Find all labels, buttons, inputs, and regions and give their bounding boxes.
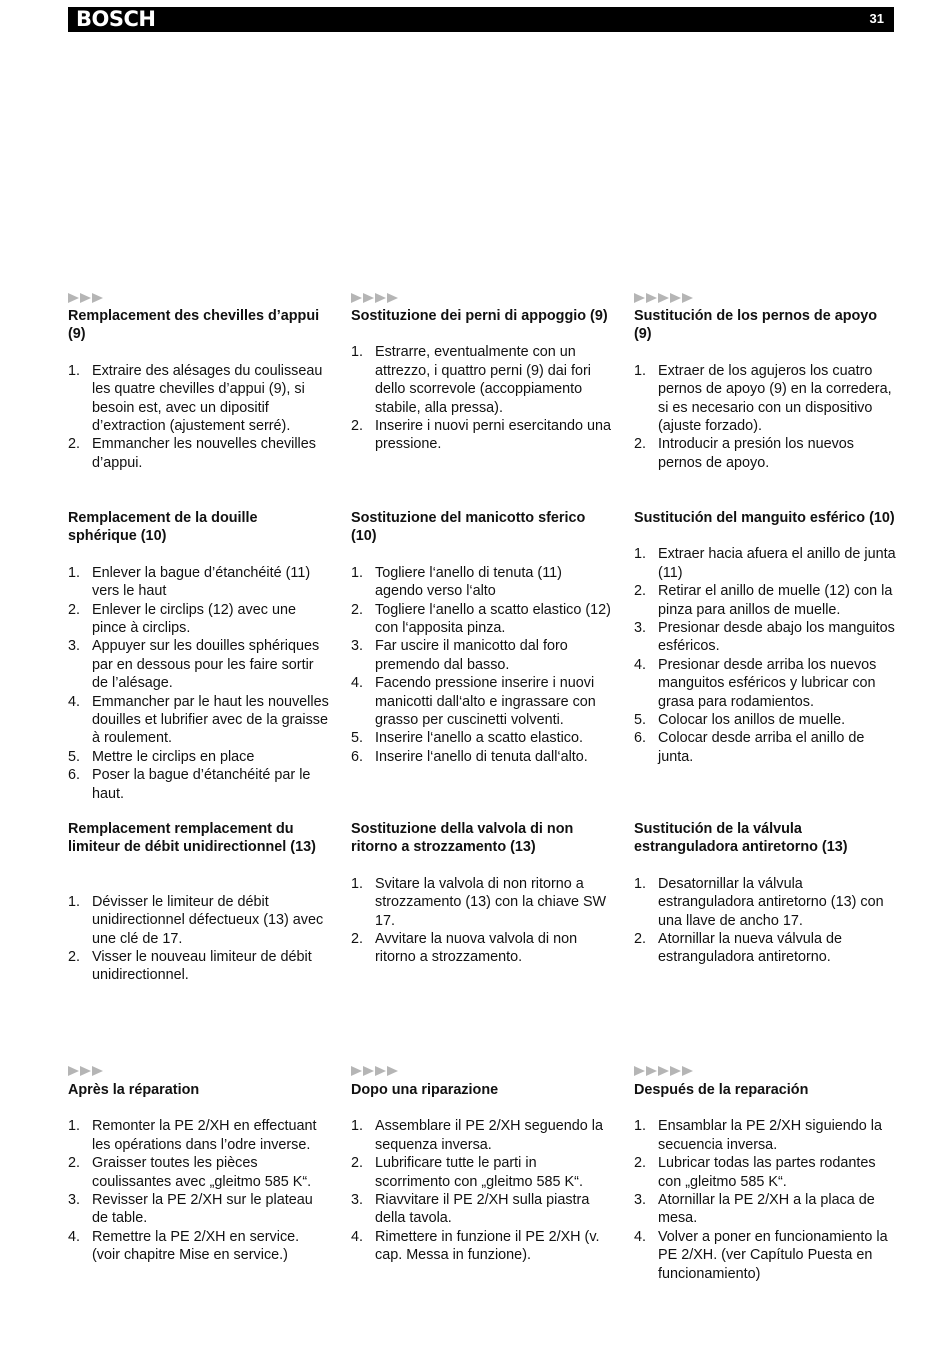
list-item: 1. Ensamblar la PE 2/XH siguiendo la secuencia inversa. — [634, 1118, 882, 1153]
list-item: 2. Inserire i nuovi perni esercitando una pressione. — [351, 418, 611, 453]
arrow-icon — [682, 293, 693, 303]
arrow-icon — [682, 1066, 693, 1076]
step-list — [68, 893, 330, 985]
section-title: Dopo una riparazione — [351, 1082, 499, 1098]
list-item: 3. Appuyer sur les douilles sphériques par en dessous pour les faire sortir de l’alésage. — [68, 638, 320, 692]
arrow-icon — [646, 1066, 657, 1076]
list-item: 4. Facendo pressione inserire i nuovi manicotti dall‘alto e ingrassare con grasso per cuscinetti volventi. — [351, 675, 596, 729]
language-marker-it-2 — [351, 1065, 398, 1077]
section-es-manguito — [634, 509, 896, 766]
list-item: 3. Far uscire il manicotto dal foro premendo dal basso. — [351, 638, 568, 673]
list-item: 1. Estrarre, eventualmente con un attrezzo, i quattro perni (9) dai fori dello scorrevole (accoppiamento stabile, alla pressa). — [351, 344, 591, 416]
section-title: Después de la reparación — [634, 1082, 809, 1098]
list-item: 3. Atornillar la PE 2/XH a la placa de mesa. — [634, 1192, 875, 1227]
header-bar — [68, 7, 894, 32]
step-list — [351, 1117, 613, 1264]
arrow-icon — [80, 293, 91, 303]
list-item: 1. Desatornillar la válvula estranguladora antiretorno (13) con una llave de ancho 17. — [634, 875, 884, 929]
bosch-logo: BOSCH — [76, 7, 156, 31]
step-list — [351, 875, 613, 967]
step-list — [351, 343, 613, 453]
section-it-valvola — [351, 820, 613, 967]
step-list — [634, 1117, 896, 1283]
section-title: Remplacement des chevilles d’appui (9) — [68, 308, 320, 343]
list-item: 5. Inserire l‘anello a scatto elastico. — [351, 730, 583, 747]
section-es-pernos — [634, 307, 896, 472]
list-item: 2. Enlever le circlips (12) avec une pince à circlips. — [68, 601, 296, 637]
step-list — [634, 545, 896, 766]
section-title: Sustitución del manguito esférico (10) — [634, 510, 895, 526]
step-list — [68, 362, 330, 472]
section-title: Après la réparation — [68, 1082, 200, 1098]
list-item: 2. Retirar el anillo de muelle (12) con la pinza para anillos de muelle. — [634, 583, 893, 618]
section-fr-pernos — [68, 307, 330, 472]
arrow-icon — [351, 1066, 362, 1076]
section-title: Sostituzione della valvola di non ritorno a strozzamento (13) — [351, 821, 574, 856]
list-item: 6. Poser la bague d’étanchéité par le haut. — [68, 767, 311, 802]
section-fr-douille — [68, 509, 330, 803]
language-marker-fr-2 — [68, 1065, 103, 1077]
list-item: 1. Extraer hacia afuera el anillo de junta (11) — [634, 546, 896, 581]
arrow-icon — [363, 293, 374, 303]
arrow-icon — [375, 293, 386, 303]
list-item: 6. Colocar desde arriba el anillo de junta. — [634, 730, 865, 765]
list-item: 2. Lubricar todas las partes rodantes con „gleitmo 585 K“. — [634, 1155, 876, 1190]
arrow-icon — [670, 293, 681, 303]
arrow-icon — [634, 293, 645, 303]
arrow-icon — [92, 1066, 103, 1076]
list-item: 2. Togliere l‘anello a scatto elastico (12) con l‘apposita pinza. — [351, 601, 611, 637]
language-marker-it — [351, 292, 398, 304]
list-item: 1. Remonter la PE 2/XH en effectuant les opérations dans l’odre inverse. — [68, 1118, 317, 1153]
arrow-icon — [363, 1066, 374, 1076]
list-item: 2. Atornillar la nueva válvula de estranguladora antiretorno. — [634, 931, 842, 966]
list-item: 2. Lubrificare tutte le parti in scorrimento con „gleitmo 585 K“. — [351, 1155, 583, 1190]
list-item: 2. Emmancher les nouvelles chevilles d’appui. — [68, 436, 316, 471]
list-item: 1. Enlever la bague d’étanchéité (11) vers le haut — [68, 564, 311, 600]
list-item: 1. Togliere l‘anello di tenuta (11) agendo verso l‘alto — [351, 564, 562, 600]
arrow-icon — [646, 293, 657, 303]
language-marker-es-2 — [634, 1065, 693, 1077]
section-it-manicotto — [351, 509, 613, 766]
list-item: 4. Emmancher par le haut les nouvelles douilles et lubrifier avec de la graisse à roulement. — [68, 693, 329, 747]
page-number: 31 — [869, 11, 884, 26]
list-item: 1. Extraire des alésages du coulisseau les quatre chevilles d’appui (9), si besoin est, avec un dipositif d’extraction (ajustement serré). — [68, 362, 323, 435]
list-item: 3. Revisser la PE 2/XH sur le plateau de table. — [68, 1192, 313, 1227]
list-item: 2. Visser le nouveau limiteur de débit unidirectionnel. — [68, 949, 312, 984]
language-marker-fr — [68, 292, 103, 304]
arrow-icon — [375, 1066, 386, 1076]
list-item: 2. Avvitare la nuova valvola di non ritorno a strozzamento. — [351, 931, 578, 966]
section-title: Sostituzione dei perni di appoggio (9) — [351, 308, 608, 324]
step-list — [634, 362, 896, 472]
arrow-icon — [670, 1066, 681, 1076]
list-item: 4. Presionar desde arriba los nuevos manguitos esféricos y lubricar con grasa para rodamientos. — [634, 656, 877, 710]
section-title: Remplacement de la douille sphérique (10) — [68, 510, 258, 545]
section-it-perni — [351, 307, 613, 454]
list-item: 2. Graisser toutes les pièces coulissantes avec „gleitmo 585 K“. — [68, 1155, 312, 1190]
arrow-icon — [68, 293, 79, 303]
list-item: 4. Remettre la PE 2/XH en service. (voir chapitre Mise en service.) — [68, 1228, 300, 1264]
step-list — [351, 564, 613, 766]
arrow-icon — [68, 1066, 79, 1076]
arrow-icon — [387, 293, 398, 303]
list-item: 1. Assemblare il PE 2/XH seguendo la sequenza inversa. — [351, 1118, 603, 1153]
list-item: 4. Rimettere in funzione il PE 2/XH (v. cap. Messa in funzione). — [351, 1228, 600, 1264]
list-item: 3. Presionar desde abajo los manguitos esféricos. — [634, 620, 895, 655]
arrow-icon — [351, 293, 362, 303]
arrow-icon — [387, 1066, 398, 1076]
language-marker-es — [634, 292, 693, 304]
list-item: 5. Colocar los anillos de muelle. — [634, 712, 846, 729]
section-title: Remplacement remplacement du limiteur de débit unidirectionnel (13) — [68, 821, 316, 856]
section-title: Sustitución de la válvula estranguladora antiretorno (13) — [634, 821, 848, 856]
arrow-icon — [658, 293, 669, 303]
list-item: 1. Dévisser le limiteur de débit unidirectionnel défectueux (13) avec une clé de 17. — [68, 893, 324, 947]
section-it-dopo — [351, 1081, 613, 1265]
arrow-icon — [80, 1066, 91, 1076]
section-title: Sostituzione del manicotto sferico (10) — [351, 510, 586, 545]
section-fr-limiteur — [68, 820, 330, 985]
step-list — [634, 875, 896, 967]
list-item: 5. Mettre le circlips en place — [68, 748, 255, 765]
section-fr-apres — [68, 1081, 330, 1265]
list-item: 3. Riavvitare il PE 2/XH sulla piastra della tavola. — [351, 1192, 590, 1227]
section-title: Sustitución de los pernos de apoyo (9) — [634, 308, 878, 343]
list-item: 1. Extraer de los agujeros los cuatro pernos de apoyo (9) en la corredera, si es necesario con un dispositivo (ajuste forzado). — [634, 362, 892, 435]
step-list — [68, 564, 330, 803]
arrow-icon — [658, 1066, 669, 1076]
list-item: 4. Volver a poner en funcionamiento la PE 2/XH. (ver Capítulo Puesta en funcionamiento) — [634, 1228, 888, 1282]
section-es-despues — [634, 1081, 896, 1283]
list-item: 1. Svitare la valvola di non ritorno a strozzamento (13) con la chiave SW 17. — [351, 875, 607, 929]
section-es-valvula — [634, 820, 896, 967]
arrow-icon — [634, 1066, 645, 1076]
list-item: 6. Inserire l‘anello di tenuta dall‘alto. — [351, 748, 588, 765]
arrow-icon — [92, 293, 103, 303]
step-list — [68, 1117, 330, 1264]
list-item: 2. Introducir a presión los nuevos pernos de apoyo. — [634, 436, 854, 471]
